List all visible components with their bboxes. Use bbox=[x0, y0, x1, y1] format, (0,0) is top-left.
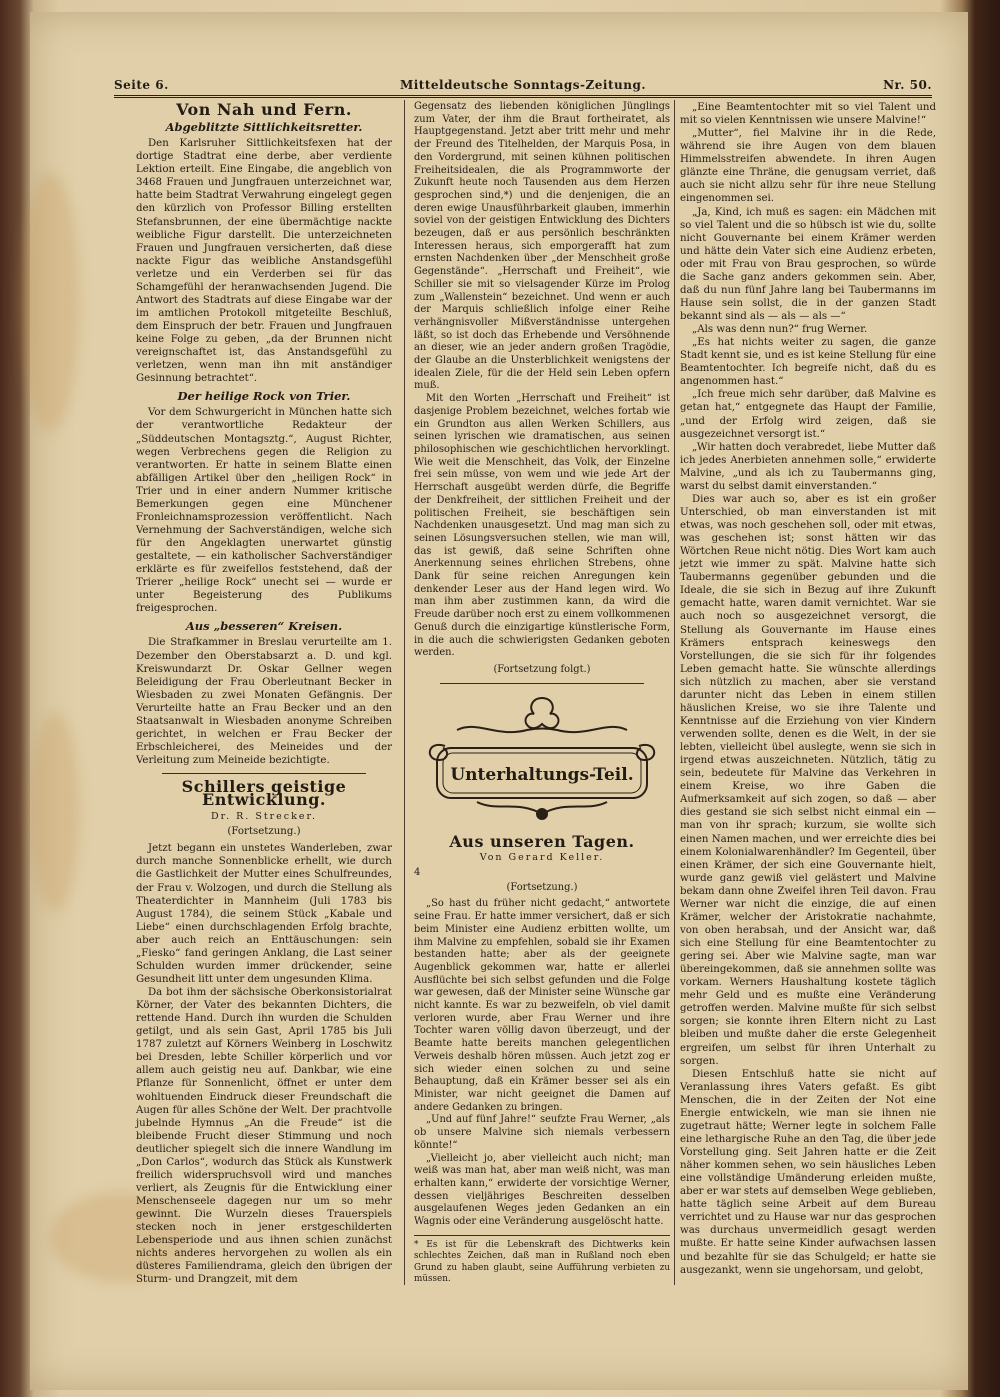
newspaper-title: Mitteldeutsche Sonntags-Zeitung. bbox=[399, 78, 647, 92]
ornament-banner bbox=[417, 690, 667, 830]
column-middle bbox=[414, 101, 670, 1286]
article-divider bbox=[162, 773, 367, 774]
story-paragraph: „Ich freue mich sehr darüber, daß Malvine es getan hat,“ entgegnete das Haupt der Familie, „und der Erfolg wird zeigen, daß sie ausgezeichnet versorgt ist.“ bbox=[680, 389, 936, 440]
story-paragraph: „Vielleicht jo, aber vielleicht auch nicht; man weiß was man hat, aber man weiß nicht, was man erhalten kann,“ erwiderte der vorsichtige Werner, dessen vieljähriges Beschreiten desselben ausgelaufenen Weges jeden Gedanken an ein Wagnis oder eine Veränderung ausgelöscht hatte. bbox=[414, 1152, 670, 1228]
story-paragraph: „Eine Beamtentochter mit so viel Talent und mit so vielen Kenntnissen wie unsere Malvine!“ bbox=[680, 102, 936, 127]
article-title: Abgeblitzte Sittlichkeitsretter. bbox=[165, 120, 363, 135]
column-left bbox=[136, 101, 392, 1286]
crown-ornament bbox=[526, 698, 559, 728]
story-paragraph: „Und auf fünf Jahre!“ seufzte Frau Werner, „als ob unsere Malvine sich niemals verbessern könnte!“ bbox=[414, 1114, 670, 1151]
story-paragraph: Dies war auch so, aber es ist ein großer Unterschied, ob man einverstanden ist mit etwas, was noch geschehen soll, oder mit etwas, was geschehen ist; sonst hätten wir das Wörtchen Reue nicht nötig. Dies Wort kam auch jetzt wie immer zu spät. Malvine hatte sich Taubermanns gegenüber gebunden und die Ideale, die sie sich in Bezug auf ihre Zukunft gemacht hatte, waren damit vernichtet. War sie auch noch so ausgezeichnet versorgt, die Stellung als Gouvernante im Hause eines Krämers entsprach keineswegs den Vorstellungen, die sie sich für ihr folgendes Leben gemacht hatte. Sie wünschte allerdings sich nützlich zu machen, aber sie verstand darunter nicht das Leben in einem stillen häuslichen Kreise, wo sie ihre Talente und Kenntnisse auf die Erziehung von vier Kindern verwenden sollte, denen es die Welt, in der sie lebten, vielleicht übel auslegte, wenn sie sich in irgend etwas auszeichneten. Nützlich, tätig zu sein, bedeutete für Malvine das Verkehren in einem Kreise, wo ihre Gaben die Aufmerksamkeit auf sich zogen, so daß — aber dies gestand sie sich selbst nicht einmal ein — man von ihr sprach; kurzum, sie wollte sich einen Namen machen, und wer erreichte dies bei einem Kolonialwarenhändler? Im Gegenteil, über einen Krämer, der sich eine Gouvernante hielt, wurde ganz gewiß viel gelästert und Malvine bekam dann ohne Zweifel ihren Teil davon. Frau Werner war nicht die einzige, die auf einen Krämer, welcher der Aristokratie nachahmte, von oben herabsah, und der Ansicht war, daß sich eine Stellung für eine Beamtentochter zu gering sei. Aber wie Malvine sagte, man war übereingekommen, daß sie annehmen sollte was vorkam. Werners Haushaltung kostete täglich mehr Geld und es mußte eine Veränderung getroffen werden. Malvine mußte für sich selbst sorgen; sie konnte ihren Eltern nicht zu Last bleiben und mußte daher die erste Gelegenheit ergreifen, um selbst für ihren Unterhalt zu sorgen. bbox=[680, 493, 936, 1067]
paper-stain bbox=[20, 172, 80, 432]
issue-number: Nr. 50. bbox=[883, 78, 932, 92]
article-title: Aus „besseren“ Kreisen. bbox=[185, 619, 343, 634]
article-paragraph: Vor dem Schwurgericht in München hatte sich der verantwortliche Redakteur der „Süddeutschen Montagsztg.“, August Richter, wegen Verbrechens gegen die Religion zu verantworten. Er hatte in seinem Blatte einen abfälligen Artikel über den „heiligen Rock“ in Trier und in einer andern Nummer kritische Bemerkungen gegen eine Münchener Fronleichnamsprozession veröffentlicht. Nach Vernehmung der Sachverständigen, welche sich für den Angeklagten unerwartet günstig gestaltete, — ein katholischer Sachverständiger erklärte es für zweifellos feststehend, daß der Trierer „heilige Rock“ unecht sei — wurde er unter Begeisterung des Publikums freigesprochen. bbox=[136, 407, 392, 615]
article-divider bbox=[440, 683, 645, 684]
footnote: * Es ist für die Lebenskraft des Dichtwerks kein schlechtes Zeichen, daß man in Rußland noch eben Grund zu haben glaubt, seine Aufführung verbieten zu müssen. bbox=[414, 1235, 670, 1286]
feature-paragraph: Gegensatz des liebenden königlichen Jünglings zum Vater, der ihm die Braut fortheiratet, als Hauptgegenstand. Jetzt aber tritt mehr und mehr der Freund des Titelhelden, der Marquis Posa, in den Vordergrund, mit seinen kühnen politischen Freiheitsidealen, die als Programmworte der Zukunft heute noch Tausenden aus dem Herzen gesprochen sind,*) und die denjenigen, die an deren ewige Unausführbarkeit glauben, immerhin soviel von der geistigen Entwicklung des Dichters bezeugen, daß er aus persönlich beschränkten Interessen heraus, sich emporgerafft hat zum ernsten Nachdenken über „der Menschheit große Gegenstände“. „Herrschaft und Freiheit“, wie Schiller sie mit so vielsagender Kürze im Prolog zum „Wallenstein“ bezeichnet. Und wenn er auch der Marquis schließlich infolge einer Reihe verhängnisvoller Mißverständnisse untergehen läßt, so ist doch das Erhebende und Versöhnende an dieser, wie an jeder andern großen Tragödie, der Glaube an die Unsterblichkeit wenigstens der idealen Ziele, für die der Held sein Leben opfern muß. bbox=[414, 101, 670, 392]
chapter-number: 4 bbox=[414, 867, 421, 879]
continued-follows: (Fortsetzung folgt.) bbox=[493, 663, 591, 675]
story-paragraph: Diesen Entschluß hatte sie nicht auf Veranlassung ihres Vaters gefaßt. Es gibt Menschen, die in der Zeiten der Not eine Energie entwickeln, wie man sie ihnen nie zugetraut hätte; Werner legte in solchem Falle eine lethargische Ruhe an den Tag, die über jede Vorstellung ging. Seit Jahren hatte er die Zeit näher kommen sehen, wo sein häusliches Leben eine vollständige Umänderung erleiden mußte, aber er war stets auf demselben Wege geblieben, hatte täglich seine Arbeit auf dem Bureau verrichtet und zu Hause war nur das gesprochen was durchaus unvermeidlich gesagt werden mußte. Er hatte seine Kinder aufwachsen lassen und bezahlte für sie das Schulgeld; er hatte sie ausgezankt, wenn sie ungehorsam, und gelobt, bbox=[680, 1068, 936, 1276]
story-paragraph: „Ja, Kind, ich muß es sagen: ein Mädchen mit so viel Talent und die so hübsch ist wie du, sollte nicht Gouvernante bei einem Krämer werden und hätte dein Vater sich eine Audienz erbeten, oder mit Frau von Brau gesprochen, so würde die Sache ganz anders gekommen sein. Aber, daß du nun fünf Jahre lang bei Taubermanns im Hause sein sollst, die in der ganzen Stadt bekannt sind als — als — als —“ bbox=[680, 206, 936, 322]
story-paragraph: „Als was denn nun?“ frug Werner. bbox=[692, 324, 868, 336]
story-author: Von Gerard Keller. bbox=[479, 852, 605, 864]
feature-paragraph: Da bot ihm der sächsische Oberkonsistorialrat Körner, der Vater des bekannten Dichters, die rettende Hand. Durch ihn wurden die Schulden getilgt, und als sein Gast, April 1785 bis Juli 1787 zuletzt auf Körners Weinberg in Loschwitz bei Dresden, lebte Schiller körperlich und vor allem auch geistig neu auf. Dankbar, wie eine Pflanze für Sonnenlicht, öffnet er unter dem wohltuenden Eindruck dieser Freundschaft die Augen für alles Schöne der Welt. Der prachtvolle jubelnde Hymnus „An die Freude“ ist die bleibende Frucht dieser Stimmung und noch deutlicher spiegelt sich die innere Wandlung im „Don Carlos“, wodurch das Stück als Kunstwerk freilich widerspruchsvoll wird und manches verliert, als Zeugnis für die Entwicklung einer Menschenseele dagegen nur um so mehr gewinnt. Die Wurzeln dieses Trauerspiels stecken noch in jener erstgeschilderten Lebensperiode und aus ihnen schien zunächst nichts anderes hervorgehen zu wollen als ein düsteres Familiendrama, gleich den übrigen der Sturm- und Drangzeit, mit dem bbox=[136, 987, 392, 1286]
story-paragraph: „Wir hatten doch verabredet, liebe Mutter daß ich jedes Anerbieten annehmen solle,“ erwiderte Malvine, „und als ich zu Taubermanns ging, warst du selbst damit einverstanden.“ bbox=[680, 441, 936, 492]
article-title: Der heilige Rock von Trier. bbox=[177, 389, 351, 404]
story-title: Aus unseren Tagen. bbox=[449, 831, 635, 851]
ornament-title: Unterhaltungs-Teil. bbox=[450, 764, 634, 785]
continued-label: (Fortsetzung.) bbox=[227, 826, 301, 838]
story-paragraph: „Mutter“, fiel Malvine ihr in die Rede, während sie ihre Augen von dem blauen Himmelsstreifen abwendete. In ihren Augen glänzte eine Thräne, die genugsam verriet, daß auch sie nicht allzu sehr für ihre neue Stellung eingenommen sei. bbox=[680, 128, 936, 205]
column-divider bbox=[674, 100, 675, 1285]
page-number: Seite 6. bbox=[114, 78, 169, 92]
feature-author: Dr. R. Strecker. bbox=[210, 811, 318, 823]
page-header bbox=[114, 76, 932, 96]
section-title: Von Nah und Fern. bbox=[176, 100, 352, 119]
story-paragraph: „So hast du früher nicht gedacht,“ antwortete seine Frau. Er hatte immer versichert, daß er sich beim Minister eine Audienz erbitten wollte, um ihm Malvine zu empfehlen, sobald sie ihr Examen bestanden hatte; aber als der geeignete Augenblick gekommen war, hatte er allerlei Ausflüchte bei sich selbst gefunden und die Folge war gewesen, daß der Minister seine Wünsche gar nicht kannte. Es war zu bezweifeln, ob viel damit verloren wurde, aber Frau Werner und ihre Tochter waren völlig davon überzeugt, und der Beamte hatte bereits manchen gelegentlichen Verweis deshalb hören müssen. Auch jetzt zog er sich wieder einen solchen zu und seine Behauptung, daß ein Krämer besser sei als ein Minister, war nicht geeignet die Damen auf andere Gedanken zu bringen. bbox=[414, 898, 670, 1113]
column-divider bbox=[404, 100, 405, 1285]
feature-paragraph: Jetzt begann ein unstetes Wanderleben, zwar durch manche Sonnenblicke erhellt, wie durch die Gastlichkeit der Mutter eines Schulfreundes, der Frau v. Wolzogen, und durch die Stellung als Theaterdichter in Mannheim (Juli 1783 bis August 1784), die seinem Stück „Kabale und Liebe“ einen durchschlagenden Erfolg brachte, aber auch reich an Enttäuschungen: sein „Fiesko“ fand geringen Anklang, die Last seiner Schulden wurden immer drückender, seine Gesundheit litt unter dem ungesunden Klima. bbox=[136, 843, 392, 985]
story-paragraph: „Es hat nichts weiter zu sagen, die ganze Stadt kennt sie, und es ist keine Stellung für eine Beamtentochter. Ich begreife nicht, daß du es angenommen hast.“ bbox=[680, 337, 936, 388]
feature-title: Schillers geistige Entwicklung. bbox=[181, 777, 347, 810]
article-paragraph: Den Karlsruher Sittlichkeitsfexen hat der dortige Stadtrat eine derbe, aber verdiente Lektion erteilt. Eine Eingabe, die angeblich von 3468 Frauen und Jungfrauen unterzeichnet war, hatte beim Stadtrat Verwahrung eingelegt gegen den kürzlich von Professor Billing erstellten Stefansbrunnen, der eine übermächtige nackte weibliche Figur darstellt. Die unterzeichneten Frauen und Jungfrauen versicherten, daß diese nackte Figur das weibliche Anstandsgefühl verletze und ein Verderben sei für das Schamgefühl der heranwachsenden Jugend. Die Antwort des Stadtrats auf diese Eingabe war der im amtlichen Protokoll mitgeteilte Beschluß, dem Einspruch der betr. Frauen und Jungfrauen keine Folge zu geben, „da der Brunnen nicht vereignschaftet ist, das Anstandsgefühl zu verletzen, wenn man ihn mit anständiger Gesinnung betrachtet“. bbox=[136, 138, 392, 385]
column-right bbox=[680, 101, 936, 1277]
paper-stain bbox=[30, 712, 80, 912]
article-paragraph: Die Strafkammer in Breslau verurteilte am 1. Dezember den Oberstabsarzt a. D. und kgl. Kreiswundarzt Dr. Oskar Gellner wegen Beleidigung der Frau Oberleutnant Becker in Wiesbaden zu zwei Monaten Gefängnis. Der Verurteilte hatte an Frau Becker und an den Staatsanwalt in Wiesbaden anonyme Schreiben gerichtet, in welchen er Frau Becker der Erbschleicherei, des Meineides und der Verleitung zum Meineide bezichtigte. bbox=[136, 637, 392, 766]
continued-label: (Fortsetzung.) bbox=[506, 881, 578, 893]
feature-paragraph: Mit den Worten „Herrschaft und Freiheit“ ist dasjenige Problem bezeichnet, welches fortab wie ein Grundton aus allen Werken Schillers, aus seinen lyrischen wie dramatischen, aus seinen philosophischen wie geschichtlichen hervorklingt. Wie weit die Menschheit, das Volk, der Einzelne frei sein müsse, von wem und wie jede Art der Herrschaft ausgeübt werden dürfe, die Begriffe der Denkfreiheit, der sittlichen Freiheit und der politischen Freiheit, sie beschäftigen sein Nachdenken unausgesetzt. Und mag man sich zu seinen Lösungsversuchen stellen, wie man will, das ist gewiß, daß seine Schriften ohne Anerkennung seines ehrlichen Strebens, ohne Dank für seine reichen Anregungen kein denkender Leser aus der Hand legen wird. Wo man ihm aber zustimmen kann, da wird die Freude darüber noch erst zu einem vollkommenen Genuß durch die einzigartige künstlerische Form, in die auch die schwierigsten Gedanken geboten werden. bbox=[414, 393, 670, 659]
header-rule bbox=[114, 95, 932, 98]
